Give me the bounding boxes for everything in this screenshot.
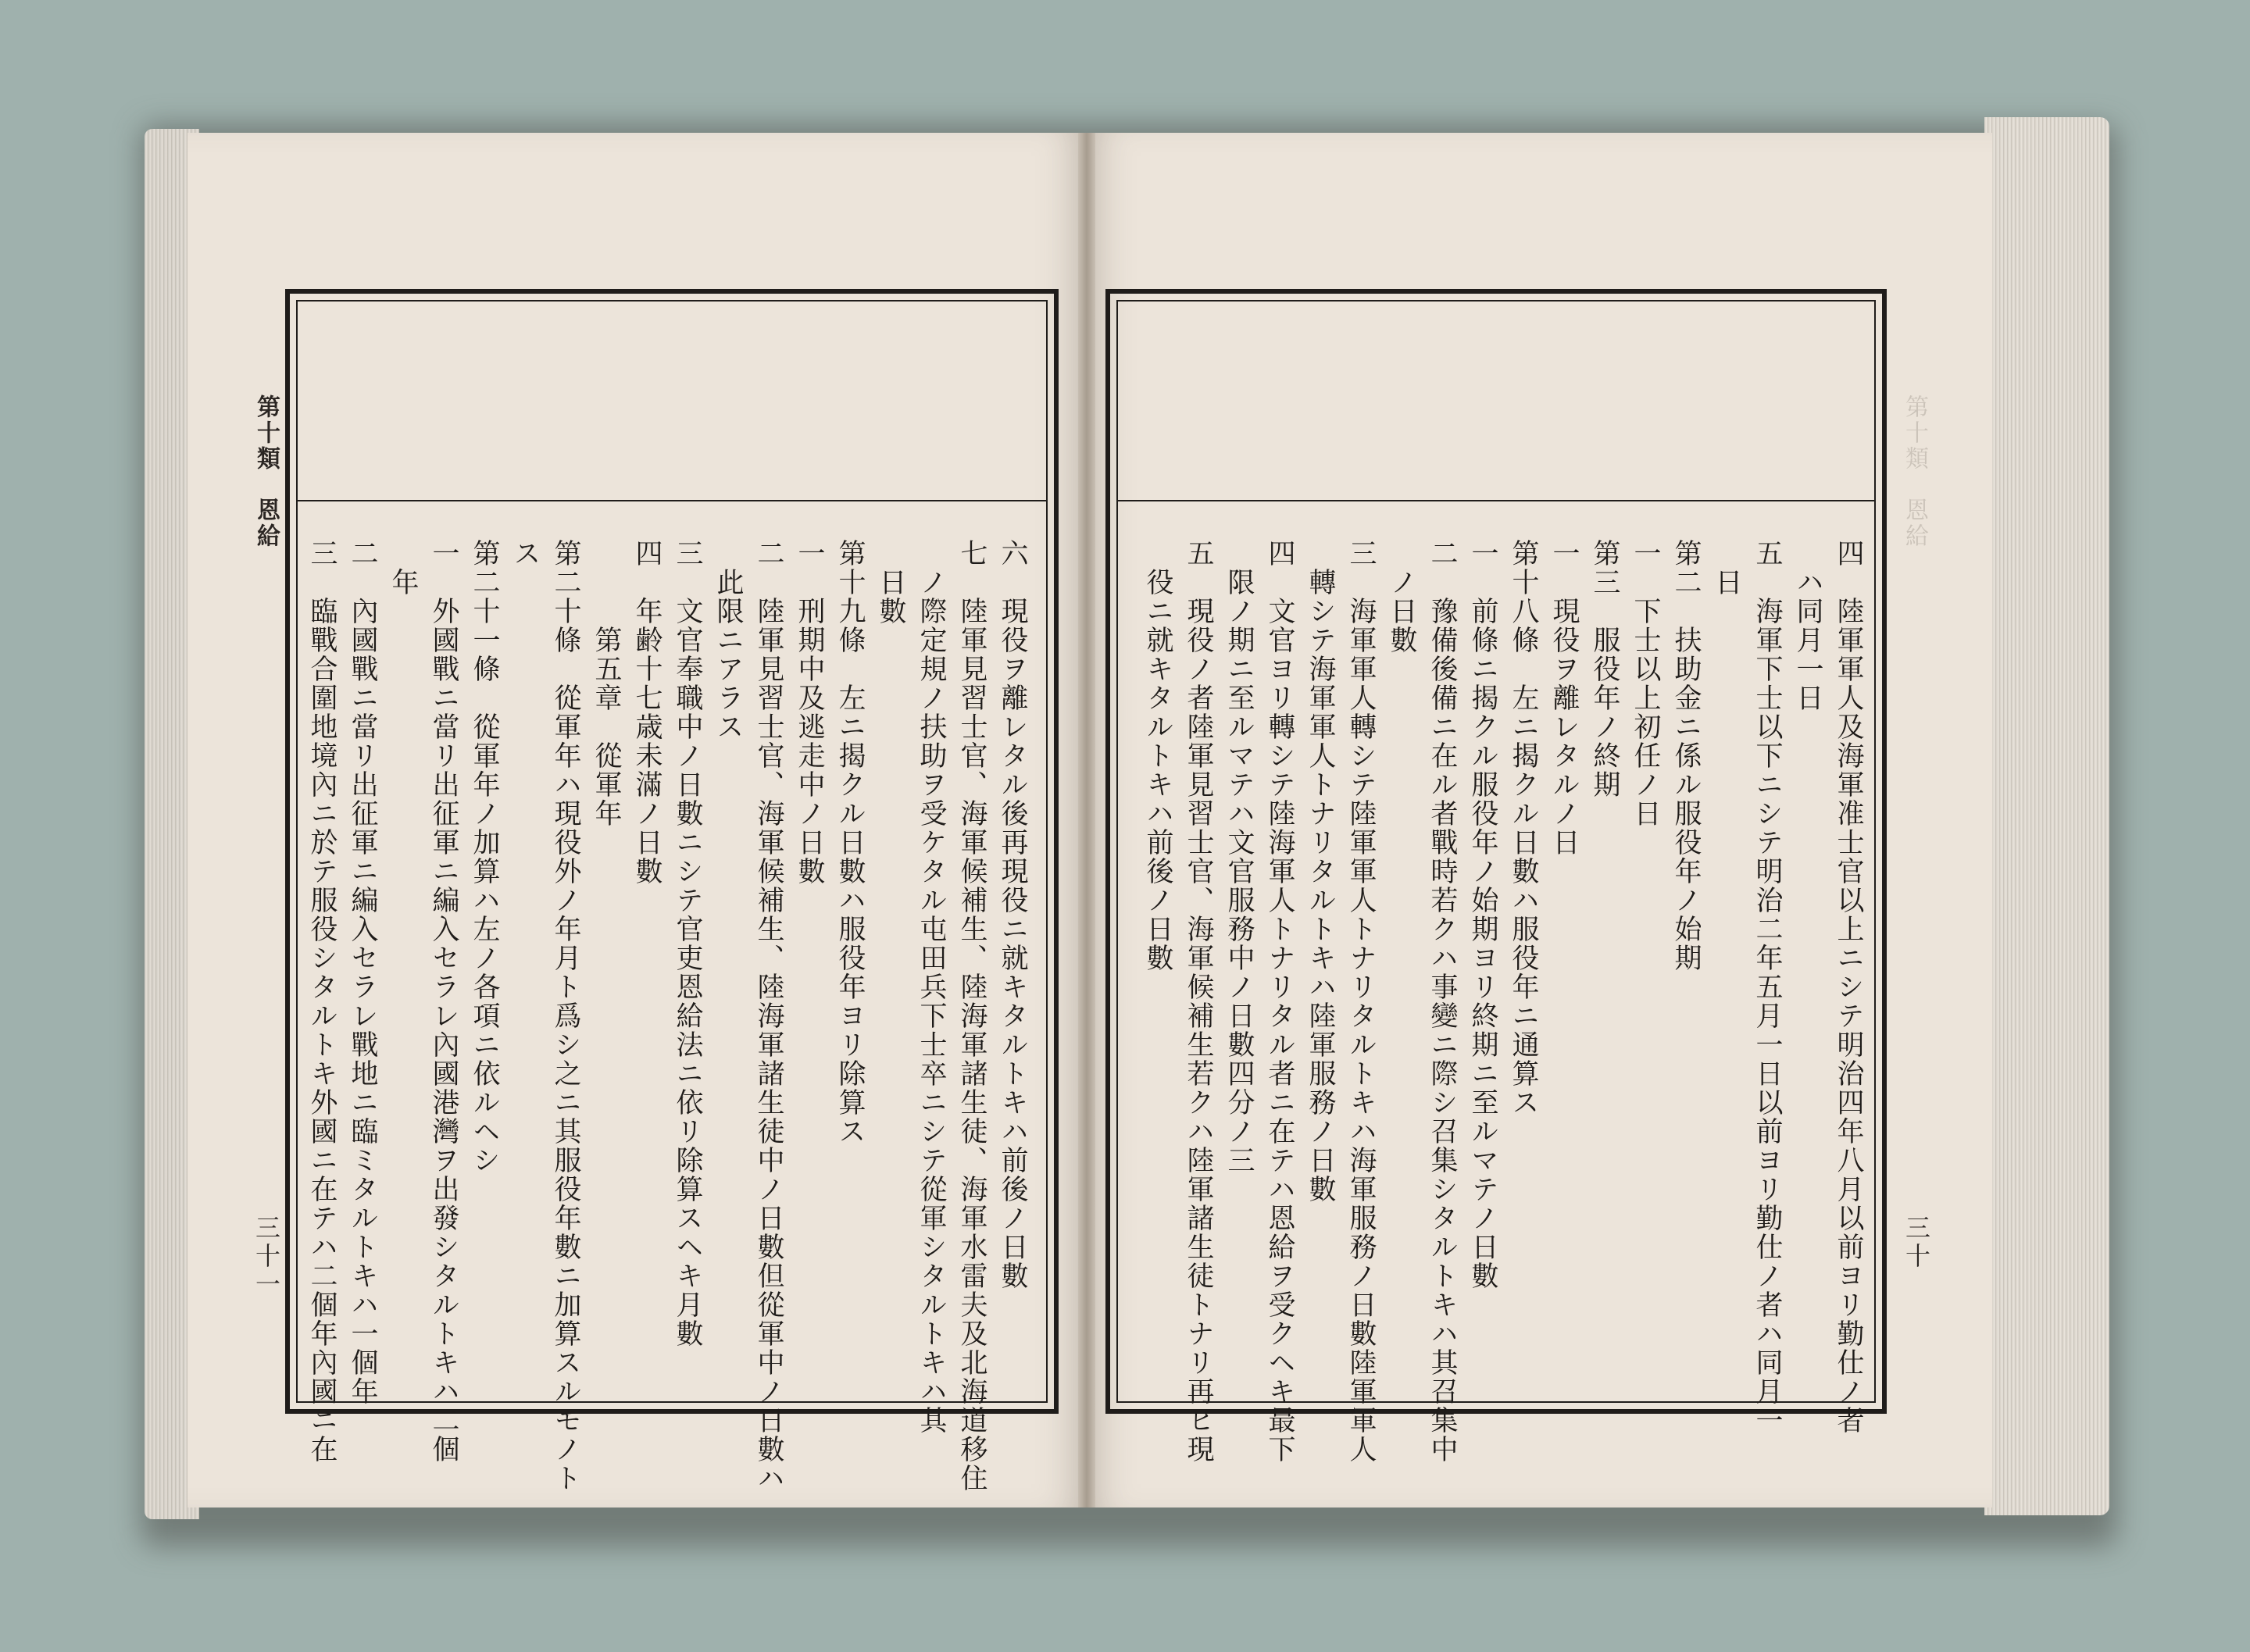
left-text-column: 第十九條 左ニ揭クル日數ハ服役年ヨリ除算ス <box>834 539 866 1146</box>
right-running-head: 第十類 恩給 <box>1901 394 1928 549</box>
left-text-column: 一 刑期中及逃走中ノ日數 <box>794 539 825 886</box>
left-text-column: ス <box>509 539 541 568</box>
left-text-column: 二 陸軍見習士官、海軍候補生、陸海軍諸生徒中ノ日數但從軍中ノ日數ハ <box>753 539 784 1493</box>
right-text-column: 役ニ就キタルトキハ前後ノ日數 <box>1142 539 1173 972</box>
left-page-number: 三十一 <box>252 1215 281 1299</box>
right-page-number: 三十 <box>1902 1215 1931 1271</box>
book-gutter <box>1078 133 1095 1507</box>
right-page-edges <box>1984 117 2109 1515</box>
right-text-column: 第三 服役年ノ終期 <box>1589 539 1620 799</box>
right-text-column: 限ノ期ニ至ルマテハ文官服務中ノ日數四分ノ三 <box>1223 539 1255 1175</box>
left-running-head: 第十類 恩給 <box>252 394 280 549</box>
left-text-column: 三 臨戰合圍地境內ニ於テ服役シタルトキ外國ニ在テハ二個年內國ニ在 <box>306 539 338 1464</box>
right-text-column: 第十八條 左ニ揭クル日數ハ服役年ニ通算ス <box>1508 539 1539 1117</box>
left-text-column: 第五章 從軍年 <box>591 539 622 828</box>
right-text-column: 五 海軍下士以下ニシテ明治二年五月一日以前ヨリ勤仕ノ者ハ同月一 <box>1752 539 1783 1435</box>
left-text-column: ノ際定規ノ扶助ヲ受ケタル屯田兵下士卒ニシテ從軍シタルトキハ其 <box>916 539 947 1435</box>
left-text-column: 二 內國戰ニ當リ出征軍ニ編入セラレ戰地ニ臨ミタルトキハ一個年 <box>347 539 378 1406</box>
right-text-column: 日 <box>1711 539 1742 597</box>
left-text-column: 年 <box>388 539 419 597</box>
right-text-column: 一 下士以上初任ノ日 <box>1630 539 1661 828</box>
right-text-column: ハ同月一日 <box>1792 539 1823 712</box>
right-text-column: 二 豫備後備ニ在ル者戰時若クハ事變ニ際シ召集シタルトキハ其召集中 <box>1427 539 1458 1464</box>
left-text-column: 六 現役ヲ離レタル後再現役ニ就キタルトキハ前後ノ日數 <box>997 539 1028 1290</box>
left-text-column: 一 外國戰ニ當リ出征軍ニ編入セラレ內國港灣ヲ出發シタルトキハ二個 <box>428 539 459 1464</box>
right-text-column: 四 文官ヨリ轉シテ陸海軍人トナリタル者ニ在テハ恩給ヲ受クヘキ最下 <box>1264 539 1295 1464</box>
left-text-column: 七 陸軍見習士官、海軍候補生、陸海軍諸生徒、海軍水雷夫及北海道移住 <box>956 539 988 1493</box>
right-text-column: 轉シテ海軍軍人トナリタルトキハ陸軍服務ノ日數 <box>1305 539 1336 1204</box>
right-header-rule <box>1117 500 1875 501</box>
right-text-column: 第二 扶助金ニ係ル服役年ノ始期 <box>1670 539 1702 972</box>
left-text-column: 四 年齢十七歳未滿ノ日數 <box>631 539 662 886</box>
left-text-column: 此限ニアラス <box>712 539 744 741</box>
right-text-column: 三 海軍軍人轉シテ陸軍軍人トナリタルトキハ海軍服務ノ日數陸軍軍人 <box>1345 539 1377 1464</box>
right-text-column: ノ日數 <box>1386 539 1417 655</box>
left-header-rule <box>297 500 1047 501</box>
right-text-column: 一 現役ヲ離レタルノ日 <box>1548 539 1580 857</box>
left-text-column: 第二十一條 從軍年ノ加算ハ左ノ各項ニ依ルヘシ <box>469 539 500 1175</box>
left-text-column: 日數 <box>875 539 906 626</box>
right-text-column: 四 陸軍軍人及海軍准士官以上ニシテ明治四年八月以前ヨリ勤仕ノ者 <box>1833 539 1864 1435</box>
right-text-column: 一 前條ニ揭クル服役年ノ始期ヨリ終期ニ至ルマテノ日數 <box>1467 539 1498 1290</box>
left-text-column: 第二十條 從軍年ハ現役外ノ年月ト爲シ之ニ其服役年數ニ加算スルモノト <box>550 539 581 1493</box>
right-text-column: 五 現役ノ者陸軍見習士官、海軍候補生若クハ陸軍諸生徒トナリ再ヒ現 <box>1183 539 1214 1464</box>
left-text-column: 三 文官奉職中ノ日數ニシテ官吏恩給法ニ依リ除算スヘキ月數 <box>672 539 703 1348</box>
